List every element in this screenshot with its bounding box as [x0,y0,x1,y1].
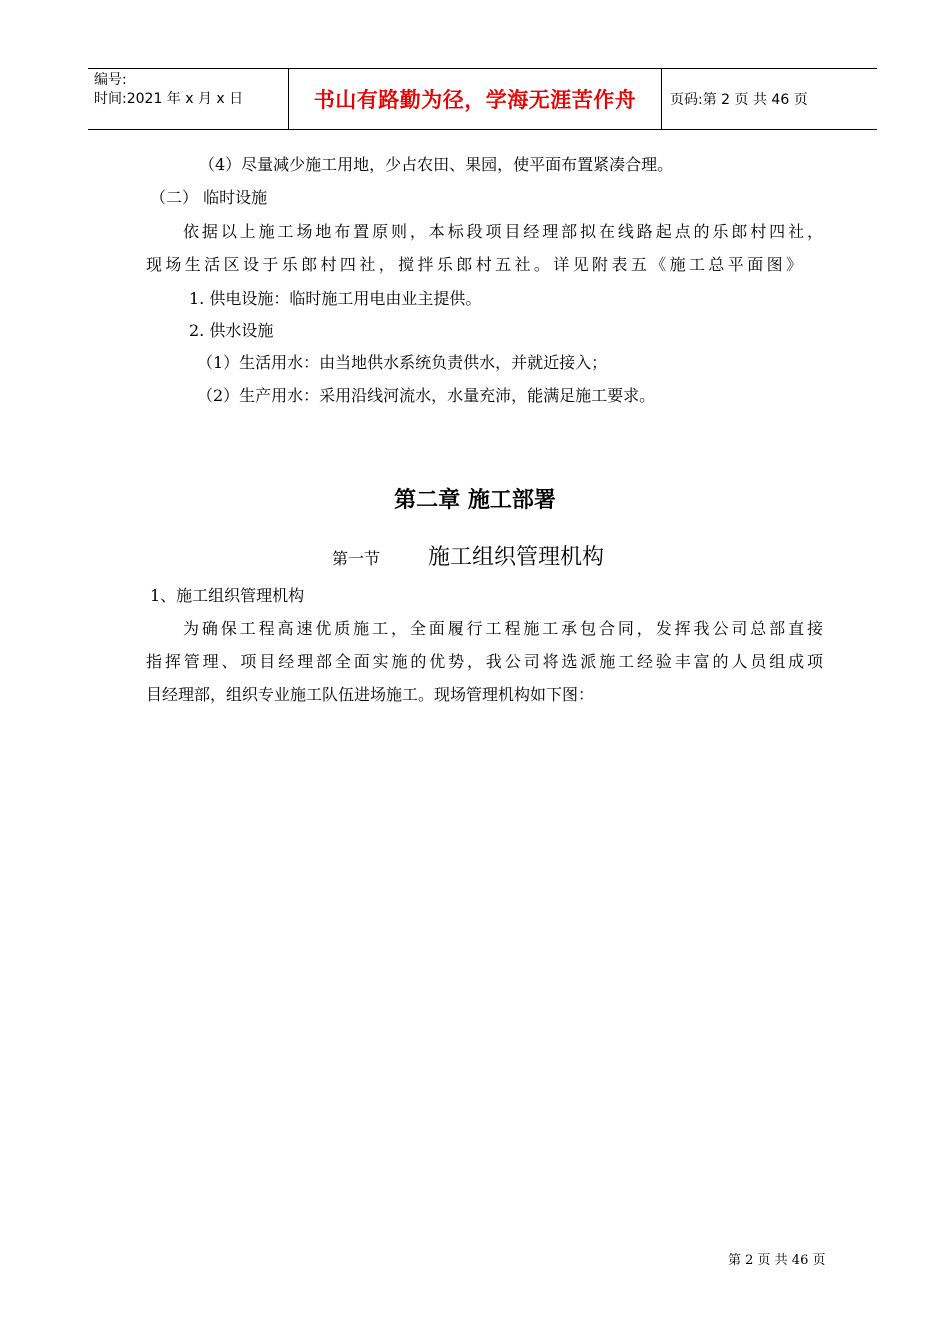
document-time: 时间:2021 年 x 月 x 日 [94,91,244,107]
power-supply-item: 1. 供电设施：临时施工用电由业主提供。 [189,289,482,308]
chapter-title: 第二章 施工部署 [394,488,556,513]
water-supply-living: （1）生活用水：由当地供水系统负责供水，并就近接入； [197,353,608,372]
paragraph-2-line-1: 为确保工程高速优质施工，全面履行工程施工承包合同，发挥我公司总部直接 [183,619,823,638]
sub-heading-temporary-facilities: （二） 临时设施 [150,188,268,207]
list-item-4: （4）尽量减少施工用地，少占农田、果园，使平面布置紧凑合理。 [199,155,674,174]
water-supply-item: 2. 供水设施 [189,321,274,340]
paragraph-2-line-2: 指挥管理、项目经理部全面实施的优势，我公司将选派施工经验丰富的人员组成项 [146,652,823,671]
section-heading [332,540,604,571]
section-label: 第一节 [332,549,381,568]
list-item-1: 1、施工组织管理机构 [150,586,305,605]
document-number-label: 编号: [94,72,127,88]
paragraph-1-line-1: 依据以上施工场地布置原则，本标段项目经理部拟在线路起点的乐郎村四社， [183,222,823,241]
header-page-info: 页码:第 2 页 共 46 页 [670,92,808,108]
water-supply-production: （2）生产用水：采用沿线河流水，水量充沛，能满足施工要求。 [197,386,656,405]
section-title: 施工组织管理机构 [428,545,605,570]
page-footer: 第 2 页 共 46 页 [728,1253,826,1268]
page-header [88,68,877,130]
paragraph-2-line-3: 目经理部，组织专业施工队伍进场施工。现场管理机构如下图： [146,685,595,704]
paragraph-1-line-2: 现场生活区设于乐郎村四社，搅拌乐郎村五社。详见附表五《施工总平面图》 [146,255,802,274]
header-motto: 书山有路勤为径，学海无涯苦作舟 [313,88,637,112]
header-motto-cell [288,69,662,129]
header-meta [88,69,288,129]
